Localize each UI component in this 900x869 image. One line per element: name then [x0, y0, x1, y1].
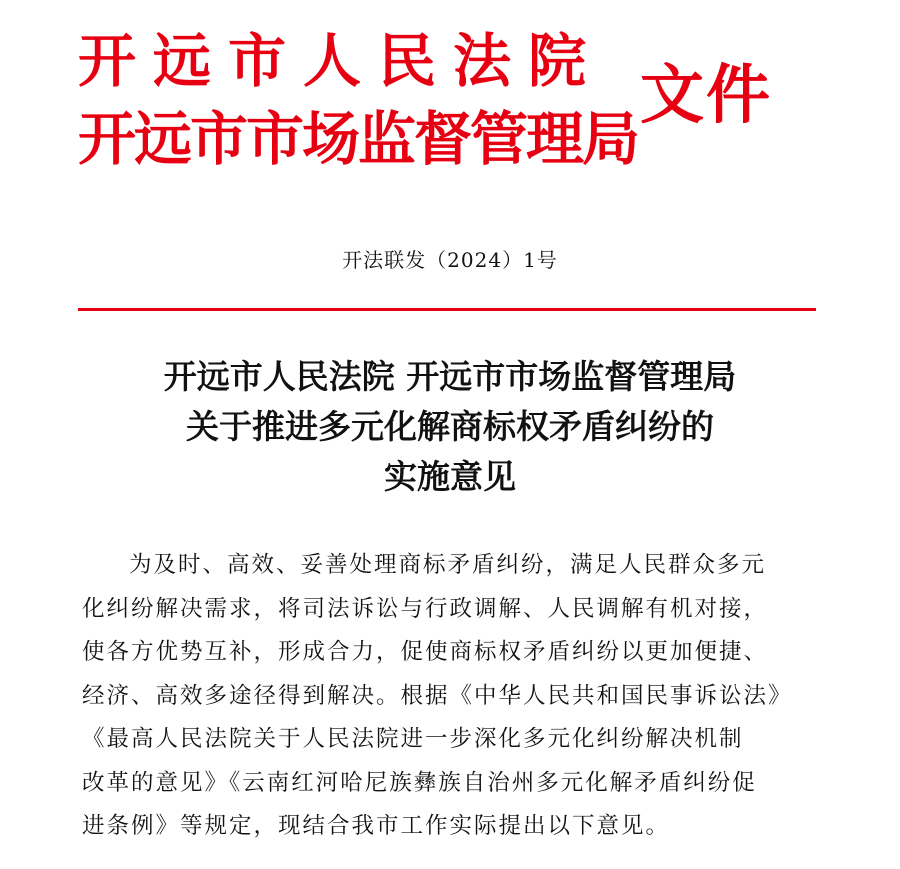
document-number: 开法联发（2024）1号 — [342, 248, 558, 272]
body-line: 经济、高效多途径得到解决。根据《中华人民共和国民事诉讼法》 — [82, 682, 793, 709]
title-line-3: 实施意见 — [384, 457, 516, 496]
issuer-block — [78, 26, 638, 174]
body-line: 《最高人民法院关于人民法院进一步深化多元化纠纷解决机制 — [82, 726, 744, 752]
title-line-2: 关于推进多元化解商标权矛盾纠纷的 — [186, 407, 714, 446]
title-line-1: 开远市人民法院 开远市市场监督管理局 — [163, 357, 737, 396]
body-line: 为及时、高效、妥善处理商标矛盾纠纷，满足人民群众多元 — [129, 552, 767, 578]
body-line: 改革的意见》《云南红河哈尼族彝族自治州多元化解矛盾纠纷促 — [82, 769, 757, 796]
issuer-court: 开远市人民法院 — [78, 27, 604, 95]
red-separator-line — [78, 308, 816, 311]
body-line: 使各方优势互补，形成合力，促使商标权矛盾纠纷以更加便捷、 — [82, 639, 769, 665]
document-type-label: 文件 — [640, 59, 772, 133]
body-paragraph — [82, 544, 822, 849]
body-line: 化纠纷解决需求，将司法诉讼与行政调解、人民调解有机对接， — [82, 595, 769, 622]
body-line: 进条例》等规定，现结合我市工作实际提出以下意见。 — [82, 813, 671, 839]
issuer-market-bureau: 开远市市场监督管理局 — [78, 105, 639, 173]
document-title — [60, 352, 840, 502]
